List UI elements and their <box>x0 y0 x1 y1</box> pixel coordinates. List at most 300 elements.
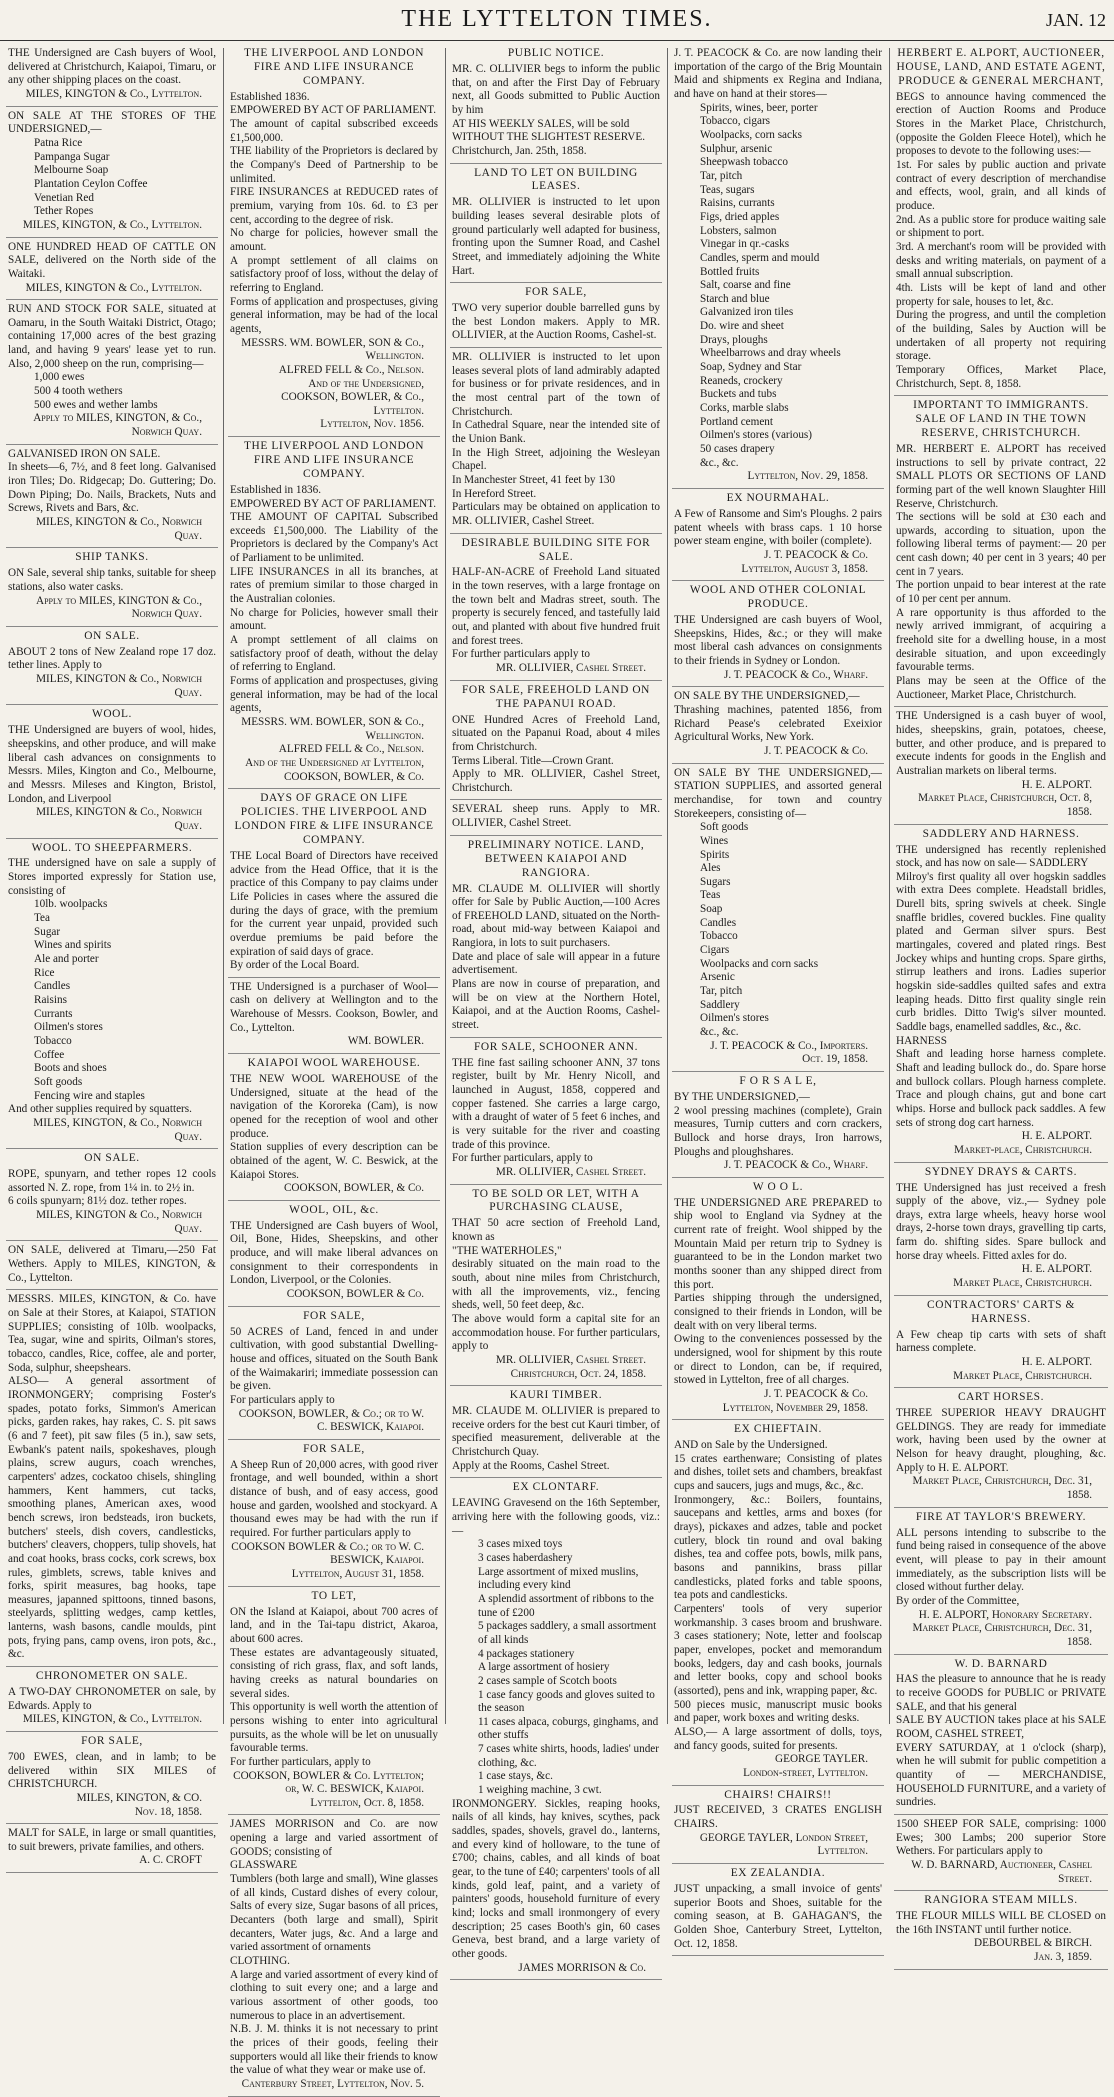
ad-paragraph: HAS the pleasure to announce that he is ready to receive GOODS for PUBLIC or PRIVATE SALE, and that his general <box>896 1673 1106 1713</box>
goods-item: 10lb. woolpacks <box>34 898 108 911</box>
goods-item: Corks, marble slabs <box>700 402 789 415</box>
goods-item: 3 cases haberdashery <box>478 1551 573 1564</box>
advertisement <box>894 825 1108 1163</box>
ad-heading: IMPORTANT TO IMMIGRANTS. SALE OF LAND IN THE TOWN RESERVE, CHRISTCHURCH. <box>913 399 1089 439</box>
ad-signature: Apply to MILES, KINGTON & Co., Norwich Quay. <box>36 594 202 621</box>
ad-paragraph: Ironmongery, &c.: Boilers, fountains, saucepans and kettles, arms and boxes (for drays), pickaxes and adzes, table and pocket cutlery, block tin round and oval baking dishes, tea and coffee pots, bowls, milk pans, basons and pannikins, brass pillar candlesticks, plated forks and table spoons, tea pots and candlesticks. <box>674 1493 882 1602</box>
advertisement <box>450 681 662 801</box>
advertisement <box>450 348 662 534</box>
advertisement <box>894 1163 1108 1296</box>
goods-item: Pampanga Sugar <box>34 150 110 163</box>
ad-signature: MILES, KINGTON & Co., Norwich Quay. <box>36 673 202 699</box>
ad-paragraph: J. T. PEACOCK & Co. are now landing their importation of the cargo of the Brig Mountain Maid and shipments ex Regina and Indiana, and have on hand at their stores— <box>674 47 882 100</box>
ad-note: And other supplies required by squatters. <box>8 1103 192 1116</box>
ad-paragraph: Established in 1836. <box>230 483 322 496</box>
goods-list <box>8 898 216 1103</box>
goods-item: Tar, pitch <box>700 169 743 182</box>
advertisement <box>228 1440 440 1587</box>
goods-item: Bottled fruits <box>700 265 760 278</box>
advertisement <box>672 687 884 763</box>
ad-paragraph: WITHOUT THE SLIGHTEST RESERVE. <box>452 131 646 144</box>
advertisement <box>450 44 662 164</box>
ad-paragraph: RUN AND STOCK FOR SALE, situated at Oamaru, in the South Waitaki District, Otago; containing 17,000 acres of the best grazing land, and having 9 years' lease yet to run. Also, 2,000 sheep on the run, comprising— <box>8 303 216 370</box>
ad-paragraph: THE Undersigned are Cash buyers of Wool, Oil, Bone, Hides, Sheepskins, and other produce, and will make liberal advances on consignment to their correspondents in London, Liverpool, or the Colonies. <box>230 1219 438 1287</box>
ad-heading: FOR SALE, <box>303 1442 365 1455</box>
ad-heading: WOOL. TO SHEEPFARMERS. <box>31 841 193 854</box>
ad-paragraph: 3rd. A merchant's room will be provided with desks and writing materials, on payment of a small annual subscription. <box>896 240 1106 281</box>
ad-paragraph: Temporary Offices, Market Place, Christchurch, Sept. 8, 1858. <box>896 363 1106 390</box>
ad-paragraph: HALF-AN-ACRE of Freehold Land situated in the town reserves, with a large frontage on the town belt and Madras street, south. The property is securely fenced, and tastefully laid out, and planted with about five hundred fruit and forest trees. <box>452 566 660 647</box>
ad-paragraph: Thrashing machines, patented 1856, from Richard Pease's celebrated Exeixior Agricultural Works, New York. <box>674 703 882 744</box>
ad-paragraph: 2 wool pressing machines (complete), Grain measures, Turnip cutters and corn crackers, Bullock and horse drays, Iron harrows, Ploughs and ploughshares. <box>674 1104 882 1158</box>
ad-signature: J. T. PEACOCK & Co., Wharf. <box>724 668 868 681</box>
issue-date: JAN. 12 <box>1045 10 1106 30</box>
ad-paragraph: THE Undersigned is a purchaser of Wool—cash on delivery at Wellington and to the Warehouse of Messrs. Cookson, Bowler, and Co., Lyttelton. <box>230 980 438 1034</box>
ad-paragraph: For further particulars, apply to <box>452 1152 593 1165</box>
goods-item: Coffee <box>34 1048 65 1061</box>
ad-signature: Market Place, Christchurch, Dec. 31, 1858. <box>912 1475 1092 1502</box>
ad-heading: F O R S A L E, <box>739 1075 817 1087</box>
advertisement <box>6 548 218 627</box>
ad-signature: Market Place, Christchurch. <box>953 1369 1092 1382</box>
ad-paragraph: "THE WATERHOLES," <box>452 1244 562 1257</box>
ad-paragraph: 6 coils spunyarn; 81½ doz. tether ropes. <box>8 1195 187 1208</box>
ad-paragraph: A Few of Ransome and Sim's Ploughs. 2 pairs patent wheels with brass caps. 1 10 horse power steam engine, with boiler (complete). <box>674 507 882 548</box>
ad-paragraph: For particulars apply to <box>230 1393 335 1406</box>
advertisement <box>894 1508 1108 1655</box>
goods-item: Wheelbarrows and dray wheels <box>700 347 841 360</box>
advertisement <box>6 705 218 838</box>
advertisement <box>894 707 1108 824</box>
advertisement <box>228 1307 440 1440</box>
goods-item: Candles, sperm and mould <box>700 251 820 264</box>
advertisement <box>450 1386 662 1478</box>
ad-paragraph: A prompt settlement of all claims on satisfactory proof of death, without the delay of referring to England. <box>230 634 438 674</box>
ad-paragraph: BY THE UNDERSIGNED,— <box>674 1090 810 1103</box>
ad-paragraph: EMPOWERED BY ACT OF PARLIAMENT. <box>230 497 437 510</box>
ad-paragraph: The sections will be sold at £30 each and upwards, according to situation, upon the following liberal terms of payment:— 20 per cent cash down; 40 per cent in 3 years; 40 per cent in 7 years. <box>896 511 1106 578</box>
advertisement <box>6 1732 218 1824</box>
ad-paragraph: These estates are advantageously situated, consisting of rich grass, flax, and soft lands, having creeks as natural boundaries on several sides. <box>230 1646 438 1700</box>
ad-paragraph: AT HIS WEEKLY SALES, will be sold <box>452 117 630 130</box>
goods-item: Wines and spirits <box>34 939 112 952</box>
goods-item: Sulphur, arsenic <box>700 142 773 155</box>
ad-paragraph: desirably situated on the main road to the south, about nine miles from Christchurch, with all the improvements, viz., fencing sheds, well, 50 feet deep, &c. <box>452 1258 660 1312</box>
advertisement <box>450 800 662 835</box>
ad-paragraph: During the progress, and until the completion of the building, Sales by Auction will be undertaken of all property not requiring storage. <box>896 309 1106 363</box>
goods-list <box>674 821 882 1040</box>
ad-paragraph: ON SALE, delivered at Timaru,—250 Fat Wethers. Apply to MILES, KINGTON, & Co., Lyttelton. <box>8 1244 216 1284</box>
column-rule <box>889 48 890 1724</box>
goods-item: Cigars <box>700 944 730 957</box>
ad-paragraph: ON SALE BY THE UNDERSIGNED,— STATION SUPPLIES, and assorted general merchandise, for town and country Storekeepers, consisting of— <box>674 766 882 820</box>
advertisement <box>6 627 218 706</box>
ad-signature: Lyttelton, August 3, 1858. <box>741 562 868 575</box>
ad-heading: FOR SALE, FREEHOLD LAND ON THE PAPANUI ROAD. <box>461 683 651 710</box>
ad-signature: GEORGE TAYLER. <box>775 1753 868 1766</box>
ad-paragraph: THE AMOUNT OF CAPITAL Subscribed exceeds £1,500,000. The Liability of the Proprietors is declared by the Company's Act of Parliament to be unlimited. <box>230 511 438 565</box>
goods-item: Patna Rice <box>34 136 83 149</box>
ad-signature: COOKSON, BOWLER, & Co. <box>283 770 424 783</box>
advertisement <box>450 164 662 284</box>
ad-heading: FOR SALE, SCHOONER ANN. <box>473 1040 639 1053</box>
ad-paragraph: For further particulars apply to <box>452 648 590 661</box>
ad-paragraph: Carpenters' tools of very superior workmanship. 3 cases broom and brushware. 3 cases stationery; Note, letter and foolscap paper, envelopes, pocket and memorandum books, ledgers, day and cash books, journals and letter books, copy and school books (assorted), pens and ink, wrapping paper, &c. <box>674 1603 882 1697</box>
advertisement <box>228 1815 440 2096</box>
ad-heading: FOR SALE, <box>303 1309 365 1322</box>
goods-item: Arsenic <box>700 971 735 984</box>
goods-item: Starch and blue <box>700 292 770 305</box>
goods-item: A splendid assortment of ribbons to the tune of £200 <box>478 1592 654 1619</box>
ad-paragraph: THE fine fast sailing schooner ANN, 37 tons register, built by Mr. Henry Nicoll, and launched in August, 1858, coppered and copper fastened. She carries a large cargo, with a draught of water of 5 feet 6 inches, and is very suitable for the river and coasting trade of this province. <box>452 1056 660 1151</box>
ad-heading: FOR SALE, <box>525 286 587 299</box>
ad-signature: Lyttelton, Oct. 8, 1858. <box>310 1796 424 1809</box>
ad-heading: WOOL. <box>91 708 132 721</box>
ad-heading: CART HORSES. <box>957 1391 1045 1404</box>
ad-paragraph: A Few cheap tip carts with sets of shaft harness complete. <box>896 1328 1106 1355</box>
ad-paragraph: THE liability of the Proprietors is declared by the Company's Deed of Partnership to be unlimited. <box>230 145 438 185</box>
goods-item: Salt, coarse and fine <box>700 279 791 292</box>
advertisement <box>6 107 218 238</box>
column-4 <box>672 44 884 1950</box>
column-rule <box>223 48 224 1724</box>
ad-paragraph: 1st. For sales by public auction and private contract of every description of merchandise and effects, wool, grain, and all kinds of produce. <box>896 159 1106 212</box>
goods-item: &c., &c. <box>700 1026 739 1039</box>
goods-item: A large assortment of hosiery <box>478 1661 610 1674</box>
ad-paragraph: In sheets—6, 7½, and 8 feet long. Galvanised iron Tiles; Do. Ridgecap; Do. Guttering; Do. Down Piping; Do. Nails, Brackets, Nuts and Screws, Rivets and Bars, &c. <box>8 461 216 515</box>
goods-item: Boots and shoes <box>34 1062 107 1075</box>
ad-signature: Market Place, Christchurch. <box>953 1277 1092 1290</box>
ad-paragraph: THE Undersigned are cash buyers of Wool, Sheepskins, Hides, &c.; or they will make most liberal cash advances on consignments to their friends in Sydney or London. <box>674 614 882 667</box>
ad-paragraph: MESSRS. MILES, KINGTON, & Co. have on Sale at their Stores, at Kaiapoi, STATION SUPPLIES; consisting of 10lb. woolpacks, Tea, sugar, wine and spirits, Oilman's stores, tobacco, candles, Rice, coffee, ale and porter, Soda, sulphur, sheepshears. <box>8 1293 216 1374</box>
advertisement <box>894 1388 1108 1508</box>
ad-heading: FOR SALE, <box>81 1734 143 1747</box>
advertisement <box>894 1891 1108 1970</box>
ad-paragraph: Plans are now in course of preparation, and will be on view at the Northern Hotel, Kaiapoi, and at the Auction Rooms, Cashel-street. <box>452 978 660 1032</box>
ad-signature: H. E. ALPORT, Honorary Secretary. <box>918 1608 1092 1621</box>
ad-paragraph: ON SALE BY THE UNDERSIGNED,— <box>674 690 860 703</box>
ad-signature: J. T. PEACOCK & Co., Importers. <box>710 1039 868 1052</box>
ad-signature: Market Place, Christchurch, Oct. 8, 1858. <box>918 792 1092 818</box>
goods-item: Teas, sugars <box>700 183 755 196</box>
ad-paragraph: Christchurch, Jan. 25th, 1858. <box>452 144 587 157</box>
ad-signature: MILES, KINGTON, & Co., Lyttelton. <box>22 1713 202 1726</box>
ad-paragraph: JUST RECEIVED, 3 CRATES ENGLISH CHAIRS. <box>674 1804 882 1831</box>
advertisement <box>894 1296 1108 1388</box>
ad-paragraph: ON Sale, several ship tanks, suitable for sheep stations, also water casks. <box>8 567 216 593</box>
ad-paragraph: LEAVING Gravesend on the 16th September, arriving here with the following goods, viz.:— <box>452 1497 660 1537</box>
goods-item: 1,000 ewes <box>34 371 85 384</box>
ad-paragraph: A Sheep Run of 20,000 acres, with good river frontage, and well bounded, within a short distance of bush, and of easy access, good house and garden, woolshed and stockyard. A thousand ewes may be had with the run if required. For further particulars apply to <box>230 1458 438 1540</box>
goods-item: Woolpacks and corn sacks <box>700 957 819 970</box>
goods-item: &c., &c. <box>700 456 739 469</box>
ad-signature: J. T. PEACOCK & Co., Wharf. <box>724 1159 868 1172</box>
masthead <box>0 0 1114 41</box>
advertisement <box>6 44 218 107</box>
goods-item: Oilmen's stores <box>34 1021 103 1034</box>
goods-list <box>674 102 882 471</box>
goods-item: Lobsters, salmon <box>700 224 777 237</box>
ad-paragraph: FIRE INSURANCES at REDUCED rates of premium, varying from 10s. 6d. to £3 per cent, according to the degree of risk. <box>230 186 438 226</box>
ad-heading: PUBLIC NOTICE. <box>507 47 605 59</box>
newspaper-title: THE LYTTELTON TIMES. <box>401 6 713 32</box>
ad-paragraph: No charge for policies, however small the amount. <box>230 227 438 253</box>
advertisement <box>6 445 218 549</box>
goods-item: Sugars <box>700 875 731 888</box>
goods-item: Buckets and tubs <box>700 388 777 401</box>
goods-list <box>8 371 216 412</box>
ad-signature: MILES, KINGTON & Co., Lyttelton. <box>25 281 202 294</box>
goods-list <box>452 1538 660 1797</box>
ad-heading: DESIRABLE BUILDING SITE FOR SALE. <box>461 536 651 563</box>
ad-signature: JAMES MORRISON & Co. <box>518 1961 646 1974</box>
goods-item: Tether Ropes <box>34 205 94 218</box>
ad-heading: HERBERT E. ALPORT, AUCTIONEER, HOUSE, LAND, AND ESTATE AGENT, PRODUCE & GENERAL MERCHANT, <box>896 47 1106 87</box>
ad-heading: TO BE SOLD OR LET, WITH A PURCHASING CLAUSE, <box>472 1187 640 1214</box>
ad-signature: W. D. BARNARD, Auctioneer, Cashel Street. <box>911 1858 1092 1885</box>
goods-item: Drays, ploughs <box>700 333 768 346</box>
advertisement <box>672 1786 884 1865</box>
ad-heading: TO LET, <box>311 1589 357 1602</box>
ad-paragraph: Station supplies of every description can be obtained of the agent, W. C. Beswick, at the Kaiapoi Stores. <box>230 1141 438 1181</box>
ad-signature: Christchurch, Oct. 24, 1858. <box>510 1367 646 1380</box>
ad-note: IRONMONGERY. Sickles, reaping hooks, nails of all kinds, hay knives, scythes, pack saddles, spades, shovels, gravel do., lanterns, and every kind of holloware, to the tune of £700; chains, cables, and all kinds of boat gear, to the tune of £40; carpenters' tools of all kinds, gold leaf, paint, and a variety of painters' goods, household furniture of every kind; locks and small ironmongery of every description; 25 cases Booth's gin, 60 cases Geneva, best brand, and a large variety of other goods. <box>452 1797 660 1960</box>
ad-paragraph: MR. OLLIVIER is instructed to let upon leases several plots of land admirably adapted for business or for private residences, and in the most central part of the town of Christchurch. <box>452 351 660 418</box>
ad-paragraph: JUST unpacking, a small invoice of gents' superior Boots and Shoes, suitable for the coming season, at B. GAHAGAN'S, the Golden Shoe, Canterbury Street, Lyttelton, Oct. 12, 1858. <box>674 1883 882 1950</box>
ad-signature: Canterbury Street, Lyttelton, Nov. 5. <box>241 2077 424 2090</box>
ad-paragraph: This opportunity is well worth the attention of persons wishing to enter into agricultural pursuits, as the whole will be let on unusually favourable terms. <box>230 1701 438 1755</box>
advertisement <box>228 1054 440 1201</box>
ad-signature: Lyttelton, Nov. 1856. <box>320 418 424 431</box>
ad-paragraph: By order of the Committee, <box>896 1594 1020 1607</box>
ad-heading: DAYS OF GRACE ON LIFE POLICIES. THE LIVERPOOL AND LONDON FIRE & LIFE INSURANCE COMPANY. <box>234 792 434 846</box>
ad-paragraph: Apply at the Rooms, Cashel Street. <box>452 1459 610 1472</box>
ad-paragraph: Shaft and leading horse harness complete. Shaft and leading bullock do., do. Spare horse and bullock collars. Plough harness complete. Trace and plough chains, gut and bone cart whips. Horse and bullock pack saddles. A few sets of strong dog cart harness. <box>896 1048 1106 1129</box>
advertisement <box>6 839 218 1150</box>
ad-signature: MR. OLLIVIER, Cashel Street. <box>495 662 646 675</box>
goods-item: Vinegar in qr.-casks <box>700 238 790 251</box>
ad-paragraph: The above would form a capital site for an accommodation house. For further particulars, apply to <box>452 1312 660 1353</box>
ad-paragraph: SALE BY AUCTION takes place at his SALE ROOM, CASHEL STREET, <box>896 1714 1106 1741</box>
ad-paragraph: THE Undersigned is a cash buyer of wool, hides, sheepskins, grain, potatoes, cheese, butter, and other produce, and is prepared to execute indents for goods in the English and Australian markets on liberal terms. <box>896 710 1106 777</box>
goods-item: Portland cement <box>700 415 774 428</box>
goods-item: 1 weighing machine, 3 cwt. <box>478 1784 602 1797</box>
ad-paragraph: 50 ACRES of Land, fenced in and under cultivation, with good substantial Dwelling-house and offices, situated on the South Bank of the Waimakariri; immediate possession can be given. <box>230 1325 438 1393</box>
ad-paragraph: 700 EWES, clean, and in lamb; to be delivered within SIX MILES of CHRISTCHURCH. <box>8 1750 216 1791</box>
goods-item: Tobacco, cigars <box>700 115 771 128</box>
advertisement <box>228 44 440 437</box>
ad-signature: MILES, KINGTON & Co., Norwich Quay. <box>36 1209 202 1235</box>
ad-paragraph: A TWO-DAY CHRONOMETER on sale, by Edwards. Apply to <box>8 1686 216 1712</box>
ad-heading: EX CLONTARF. <box>512 1481 600 1494</box>
goods-item: 1 case fancy goods and gloves suited to the season <box>478 1688 655 1715</box>
ad-paragraph: TWO very superior double barrelled guns by the best London makers. Apply to MR. OLLIVIER, at the Auction Rooms, Cashel-st. <box>452 302 660 342</box>
ad-signature: H. E. ALPORT. <box>1021 778 1092 791</box>
advertisement <box>228 437 440 789</box>
ad-signature: J. T. PEACOCK & Co. <box>764 744 868 757</box>
goods-item: Melbourne Soap <box>34 164 109 177</box>
ad-signature: Apply to MILES, KINGTON, & Co., Norwich Quay. <box>33 412 202 439</box>
goods-item: Soap <box>700 903 723 916</box>
goods-item: Raisins <box>34 994 67 1006</box>
ad-signature: WM. BOWLER. <box>347 1035 424 1048</box>
ad-signature: Market-place, Christchurch. <box>954 1143 1092 1156</box>
ad-paragraph: CLOTHING. <box>230 1955 290 1968</box>
advertisement-columns <box>6 44 1110 2090</box>
ad-signature: And of the Undersigned at Lyttelton, <box>245 756 424 769</box>
ad-paragraph: A large and varied assortment of every kind of clothing to suit every one; and a large and various assortment of other goods, too numerous to place in an advertisement. <box>230 1968 438 2022</box>
ad-paragraph: MR. OLLIVIER is instructed to let upon building leases several desirable plots of ground particularly well adapted for business, fronting upon the Sumner Road, and Cashel Street, and immediately adjoining the White Hart. <box>452 196 660 277</box>
ad-paragraph: Forms of application and prospectuses, giving general information, may be had of the local agents, <box>230 295 438 335</box>
ad-paragraph: Parties shipping through the undersigned, consigned to their friends in London, will be dealt with on very liberal terms. <box>674 1292 882 1332</box>
goods-item: Candles <box>700 916 737 929</box>
goods-item: Oilmen's stores <box>700 1012 769 1025</box>
ad-paragraph: ALSO— A general assortment of IRONMONGERY; comprising Foster's spades, potato forks, Simmon's American picks, garden rakes, hay rakes, C. S. pit saws (6 and 7 feet), pit saw files (5 in.), saw sets, Ewbank's patent nails, spokeshaves, plough plains, screw augurs, coach wrenches, carpenters' adzes, cockatoo chisels, shingling hammers, Kent hammers, cut tacks, smoothing planes, American axes, wood bench screws, iron bedsteads, iron buckets, butchers' steels, dish covers, candlesticks, butchers' cleavers, choppers, tulip shovels, hat and coat hooks, brass cocks, cork screws, box rules, gimblets, screws, table knives and forks, spirit measures, bag hooks, tape measures, japanned spittoons, tinned basons, steelyards, splitting wedges, camp kettles, lanterns, wash basons, candle moulds, pint pots, frying pans, camp ovens, iron pots, &c., &c. <box>8 1375 216 1661</box>
ad-signature: H. E. ALPORT. <box>1021 1263 1092 1276</box>
advertisement <box>894 396 1108 707</box>
ad-paragraph: In Hereford Street. <box>452 487 537 500</box>
ad-paragraph: Milroy's first quality all over hogskin saddles with extra Dees complete. Headstall bridles, Durell bits, spring swivels at cheek. Single snaffle bridles, covered buckles. Fine quality plated and German silver spurs. Best martingales, covered and plated rings. Best Jockey whips and hunting crops. Spare girths, stirrup leathers and irons. Ladies superior hogskin side-saddles quilted safes and extra leaping heads. Ditto first quality single rein curb bridles. Ditto Twig's silver mounted. Saddle bags, enamelled saddles, &c., &c. <box>896 870 1106 1034</box>
advertisement <box>672 1072 884 1178</box>
goods-item: Sheepwash tobacco <box>700 156 788 169</box>
ad-paragraph: GLASSWARE <box>230 1859 298 1872</box>
ad-paragraph: ROPE, spunyarn, and tether ropes 12 cools assorted N. Z. rope, from 1¼ in. to 2½ in. <box>8 1168 216 1194</box>
ad-signature: Market Place, Christchurch, Dec. 31, 1858. <box>912 1622 1092 1648</box>
ad-paragraph: In the High Street, adjoining the Wesleyan Chapel. <box>452 446 660 473</box>
goods-list <box>8 137 216 219</box>
ad-paragraph: Plans may be seen at the Office of the Auctioneer, Market Place, Christchurch. <box>896 675 1106 701</box>
goods-item: Ales <box>700 862 721 875</box>
goods-item: Tobacco <box>34 1034 72 1047</box>
column-1 <box>6 44 218 1867</box>
ad-heading: WOOL, OIL, &c. <box>289 1203 379 1216</box>
ad-signature: COOKSON, BOWLER, & Co.; or to W. C. BESWICK, Kaiapoi. <box>238 1407 424 1434</box>
goods-item: Ale and porter <box>34 953 99 966</box>
ad-paragraph: EVERY SATURDAY, at 1 o'clock (sharp), when he will submit for public competition a quantity of — MERCHANDISE, HOUSEHOLD FURNITURE, and a variety of sundries. <box>896 1741 1106 1809</box>
ad-signature: COOKSON, BOWLER & Co. Lyttelton; or, W. C. BESWICK, Kaiapoi. <box>233 1769 424 1796</box>
ad-heading: SADDLERY AND HARNESS. <box>922 827 1080 840</box>
ad-signature: Lyttelton, November 29, 1858. <box>722 1401 868 1414</box>
ad-signature: And of the Undersigned, <box>308 377 424 390</box>
ad-paragraph: No charge for Policies, however small their amount. <box>230 606 438 633</box>
advertisement <box>672 764 884 1072</box>
ad-heading: PRELIMINARY NOTICE. LAND, BETWEEN KAIAPOI AND RANGIORA. <box>467 838 645 879</box>
goods-item: Spirits, wines, beer, porter <box>700 101 818 114</box>
goods-item: Soft goods <box>700 821 749 834</box>
ad-paragraph: MALT for SALE, in large or small quantities, to suit brewers, private families, and others. <box>8 1827 216 1853</box>
ad-paragraph: 15 crates earthenware; Consisting of plates and dishes, toilet sets and chambers, breakfast cups and saucers, jugs and mugs, &c., &c. <box>674 1452 882 1493</box>
ad-signature: MILES, KINGTON, & Co., Norwich Quay. <box>33 1116 202 1143</box>
ad-heading: CONTRACTORS' CARTS & HARNESS. <box>927 1298 1075 1325</box>
ad-paragraph: ON the Island at Kaiapoi, about 700 acres of land, and in the Tai-tapu district, Akaroa, about 600 acres. <box>230 1605 438 1645</box>
goods-item: 11 cases alpaca, coburgs, ginghams, and other stuffs <box>478 1715 659 1742</box>
goods-item: Soft goods <box>34 1075 83 1088</box>
goods-item: Currants <box>34 1007 73 1020</box>
column-rule <box>667 48 668 1724</box>
ad-heading: W O O L. <box>752 1180 804 1193</box>
ad-paragraph: THREE SUPERIOR HEAVY DRAUGHT GELDINGS. They are ready for immediate work, having been used by the owner at Nelson for heavy draught, ploughing, &c. Apply to H. E. ALPORT. <box>896 1407 1106 1474</box>
goods-item: 5 packages saddlery, a small assortment of all kinds <box>478 1620 657 1646</box>
ad-signature: A. C. CROFT <box>139 1854 202 1867</box>
ad-heading: FIRE AT TAYLOR'S BREWERY. <box>915 1510 1087 1523</box>
advertisement <box>228 1587 440 1816</box>
ad-heading: RANGIORA STEAM MILLS. <box>924 1894 1078 1907</box>
goods-item: Rice <box>34 966 55 979</box>
advertisement <box>672 489 884 581</box>
ad-signature: ALFRED FELL & Co., Nelson. <box>278 363 424 376</box>
ad-heading: EX CHIEFTAIN. <box>734 1423 822 1436</box>
ad-paragraph: EMPOWERED BY ACT OF PARLIAMENT. <box>230 104 437 117</box>
ad-paragraph: Date and place of sale will appear in a future advertisement. <box>452 950 660 977</box>
ad-heading: KAIAPOI WOOL WAREHOUSE. <box>247 1057 421 1070</box>
goods-item: 4 packages stationery <box>478 1647 575 1660</box>
advertisement <box>672 1420 884 1785</box>
advertisement <box>894 44 1108 396</box>
ad-signature: H. E. ALPORT. <box>1021 1130 1092 1143</box>
ad-paragraph: AND on Sale by the Undersigned. <box>674 1439 828 1452</box>
ad-paragraph: THE Local Board of Directors have received advice from the Head Office, that it is the practice of this Company to pay claims under Life Policies in cases where the assured die during the days of grace, with the premium for the current year unpaid, provided such overdue premiums be paid before the expiration of said days of grace. <box>230 849 438 958</box>
ad-paragraph: For further particulars, apply to <box>230 1755 371 1768</box>
advertisement <box>6 1667 218 1732</box>
goods-item: Wines <box>700 834 729 847</box>
ad-heading: SHIP TANKS. <box>75 551 149 564</box>
ad-heading: WOOL AND OTHER COLONIAL PRODUCE. <box>689 584 867 611</box>
advertisement <box>6 1241 218 1290</box>
ad-signature: Oct. 19, 1858. <box>802 1053 868 1066</box>
ad-heading: THE LIVERPOOL AND LONDON FIRE AND LIFE INSURANCE COMPANY. <box>243 47 425 87</box>
goods-item: Sugar <box>34 925 61 938</box>
goods-item: Large assortment of mixed muslins, including every kind <box>478 1565 639 1592</box>
goods-item: Tobacco <box>700 930 738 943</box>
ad-signature: COOKSON, BOWLER & Co. <box>286 1288 424 1301</box>
ad-paragraph: 4th. Lists will be kept of land and other property for sale, houses to let, &c. <box>896 281 1106 308</box>
ad-paragraph: A rare opportunity is thus afforded to the newly arrived immigrant, of acquiring a freehold site for a dwelling house, in a most desirable situation, and upon exceedingly favourable terms. <box>896 606 1106 674</box>
ad-signature: COOKSON BOWLER & Co.; or to W. C. BESWICK, Kaiapoi. <box>231 1540 424 1567</box>
ad-paragraph: THE Undersigned are Cash buyers of Wool, delivered at Christchurch, Kaiapoi, Timaru, or any other shipping places on the coast. <box>8 47 216 87</box>
goods-item: Do. wire and sheet <box>700 320 784 333</box>
advertisement <box>672 581 884 687</box>
ad-paragraph: THE NEW WOOL WAREHOUSE of the Undersigned, situate at the head of the navigation of the Kororeka (Cam), is now opened for the reception of wool and other produce. <box>230 1073 438 1140</box>
ad-signature: MR. OLLIVIER, Cashel Street. <box>495 1165 646 1178</box>
ad-paragraph: 500 pieces music, manuscript music books and paper, work boxes and writing desks. <box>674 1698 882 1725</box>
ad-signature: Lyttelton, August 31, 1858. <box>291 1568 424 1581</box>
ad-signature: MILES, KINGTON & Co., Norwich Quay. <box>36 516 202 542</box>
ad-paragraph: THE Undersigned has just received a fresh supply of the above, viz.,— Sydney pole drays, extra large wheels, heavy horse wool drays, 2-horse town drays, gravelling tip carts, farm do. shifting sides. Spare bullock and horse dray wheels. Fitted axles for do. <box>896 1181 1106 1262</box>
ad-paragraph: ON SALE AT THE STORES OF THE UNDERSIGNED,— <box>8 109 216 136</box>
ad-signature: J. T. PEACOCK & Co. <box>764 1387 868 1400</box>
ad-heading: THE LIVERPOOL AND LONDON FIRE AND LIFE INSURANCE COMPANY. <box>243 440 425 480</box>
ad-paragraph: LIFE INSURANCES in all its branches, at rates of premium similar to those charged in the Australian colonies. <box>230 565 438 606</box>
goods-item: 50 cases drapery <box>700 443 775 456</box>
goods-item: Spirits <box>700 848 730 861</box>
ad-paragraph: N.B. J. M. thinks it is not necessary to print the prices of their goods, feeling their supporters would all like their friends to know the value of what they wear or make use of. <box>230 2023 438 2077</box>
ad-paragraph: BEGS to announce having commenced the erection of Auction Rooms and Produce Stores in the Market Place, Christchurch, (opposite the Golden Fleece Hotel), which he proposes to devote to the following uses:— <box>896 90 1106 158</box>
ad-paragraph: Owing to the conveniences possessed by the undersigned, wool for shipment by this route or direct to London, can be, if required, stowed in Lyttelton, free of all charges. <box>674 1333 882 1387</box>
column-5 <box>894 44 1108 1964</box>
ad-paragraph: GALVANISED IRON ON SALE. <box>8 447 161 460</box>
advertisement <box>6 1824 218 1873</box>
ad-paragraph: MR. CLAUDE M. OLLIVIER is prepared to receive orders for the best cut Kauri timber, of specified measurement, deliverable at the Christchurch Quay. <box>452 1405 660 1459</box>
column-2 <box>228 44 440 2090</box>
ad-paragraph: Forms of application and prospectuses, giving general information, may be had of the local agents, <box>230 675 438 715</box>
ad-paragraph: THE Undersigned are buyers of wool, hides, sheepskins, and other produce, and will make liberal cash advances on consignments to Messrs. Miles, Kington and Co., Melbourne, and Messrs. Mileses and Kington, Bristol, London, and Liverpool <box>8 724 216 805</box>
ad-signature: J. T. PEACOCK & Co. <box>764 548 868 561</box>
ad-signature: MR. OLLIVIER, Cashel Street. <box>495 1353 646 1366</box>
ad-paragraph: MR. HERBERT E. ALPORT has received instructions to sell by private contract, 22 SMALL PLOTS OR SECTIONS OF LAND forming part of the well known Slaughter Hill Reserve, Christchurch. <box>896 442 1106 510</box>
ad-paragraph: ALL persons intending to subscribe to the fund being raised in consequence of the above event, will please to pay in their amount immediately, as the subscription lists will be closed without further delay. <box>896 1526 1106 1594</box>
ad-paragraph: HARNESS <box>896 1034 947 1047</box>
ad-paragraph: Apply to MR. OLLIVIER, Cashel Street, Christchurch. <box>452 768 660 794</box>
